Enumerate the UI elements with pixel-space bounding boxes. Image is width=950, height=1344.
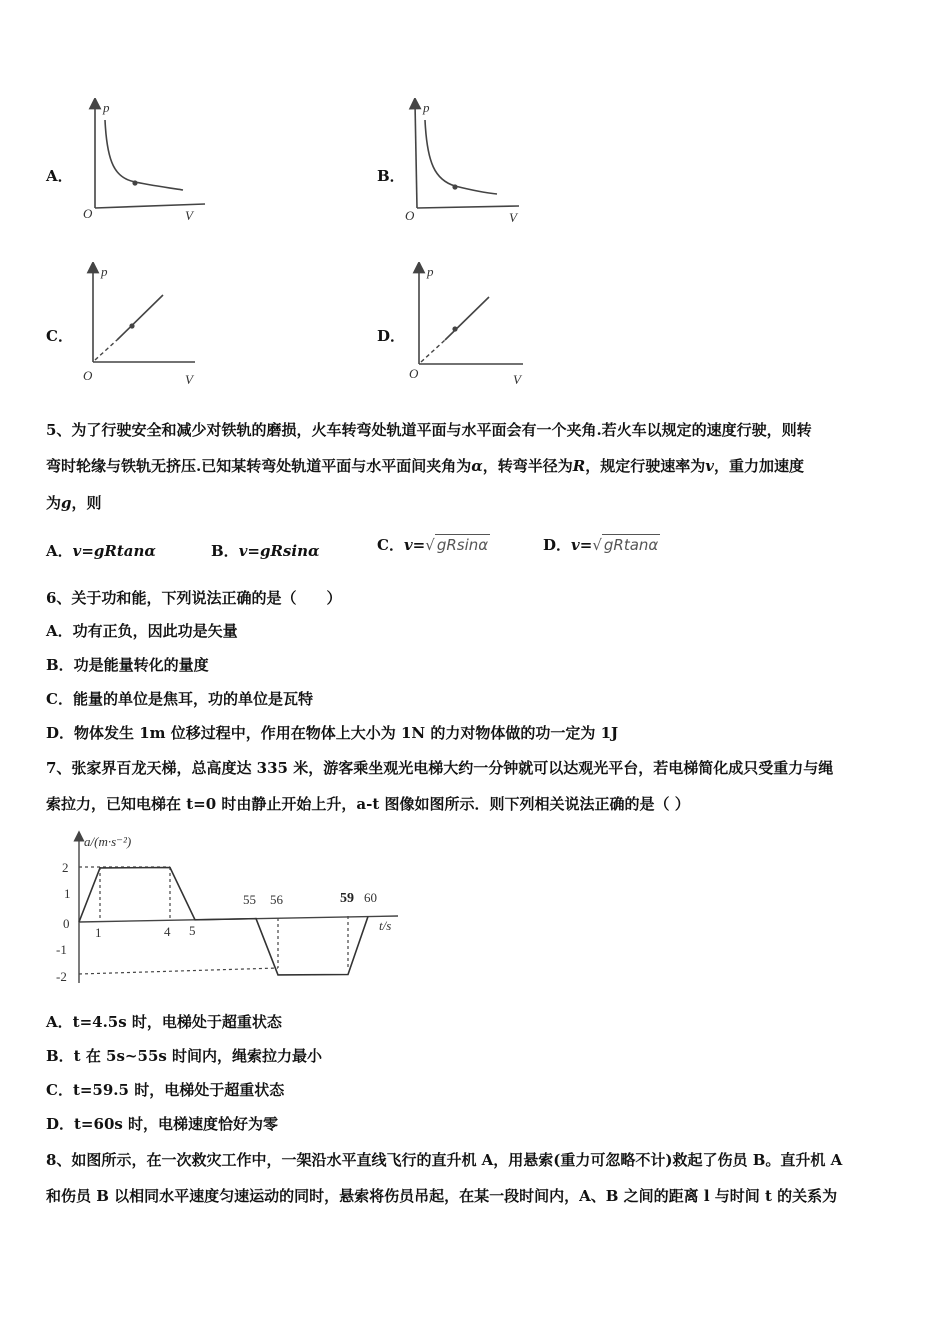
option-prefix: v=	[571, 536, 593, 554]
origin-label: O	[83, 206, 93, 221]
q5-alpha: α	[471, 457, 483, 475]
q6-stem: 6、关于功和能，下列说法正确的是（ ）	[46, 589, 342, 607]
q7-option-b: B．t 在 5s~55s 时间内，绳索拉力最小	[46, 1047, 323, 1065]
q6-option-b: B．功是能量转化的量度	[46, 656, 209, 674]
v-axis-label: V	[185, 372, 193, 387]
radicand: gRsinα	[436, 536, 489, 554]
q5-stem-line-3	[46, 493, 102, 513]
extrapolation-dashed	[421, 340, 445, 362]
sqrt-expression: √ gRtanα	[592, 536, 659, 554]
isotherm-curve	[105, 120, 183, 190]
q6-option-d: D．物体发生 1m 位移过程中，作用在物体上大小为 1N 的力对物体做的功一定为 1J	[46, 724, 619, 742]
x-tick: 1	[95, 925, 102, 940]
q7-stem-line-2: 索拉力，已知电梯在 t=0 时由静止开始上升，a-t 图像如图所示．则下列相关说法正确的是（ ）	[46, 795, 690, 813]
q7-option-a: A．t=4.5s 时，电梯处于超重状态	[46, 1013, 282, 1031]
p-axis-label: p	[103, 100, 110, 115]
q4-option-c-label: C．	[46, 327, 73, 345]
state-point	[452, 326, 457, 331]
x-tick: 60	[364, 890, 377, 905]
q7-at-chart	[46, 828, 416, 998]
q5-text: ，转弯半径为	[482, 457, 573, 475]
v-axis-label: V	[513, 372, 521, 387]
q5-speed: v	[705, 457, 714, 475]
p-axis-label: p	[427, 264, 434, 279]
p-axis-label: p	[101, 264, 108, 279]
x-axis	[417, 206, 519, 208]
x-axis-label: t/s	[379, 918, 392, 933]
sqrt-expression: √ gRsinα	[425, 536, 489, 554]
q5-text: ，则	[71, 494, 102, 512]
y-axis-label: a/(m·s⁻²)	[84, 834, 132, 849]
option-label: C．	[377, 536, 404, 554]
y-tick: -1	[56, 942, 67, 957]
origin-label: O	[405, 208, 415, 223]
q4-graph-d	[397, 262, 537, 392]
q5-stem-line-2	[46, 456, 804, 476]
option-label: D．	[543, 536, 572, 554]
q4-option-a-label: A．	[46, 167, 73, 185]
origin-label: O	[409, 366, 419, 381]
isotherm-curve	[425, 120, 497, 194]
origin-label: O	[83, 368, 93, 383]
q7-stem-line-1: 7、张家界百龙天梯，总高度达 335 米，游客乘坐观光电梯大约一分钟就可以达观光平台，若电梯简化成只受重力与绳	[46, 759, 834, 777]
p-axis-label: p	[423, 100, 430, 115]
y-tick: 1	[64, 886, 71, 901]
q4-option-b-label: B．	[377, 167, 405, 185]
q5-option-a	[46, 541, 156, 561]
option-text: v=gRsinα	[238, 542, 320, 560]
q8-stem-line-1: 8、如图所示，在一次救灾工作中，一架沿水平直线飞行的直升机 A，用悬索(重力可忽略不计)救起了伤员 B。直升机 A	[46, 1151, 843, 1169]
q7-option-d: D．t=60s 时，电梯速度恰好为零	[46, 1115, 279, 1133]
option-label: A．	[46, 542, 73, 560]
y-tick: -2	[56, 969, 67, 984]
y-axis	[415, 103, 417, 208]
option-text: v=gRtanα	[72, 542, 156, 560]
q5-radius: R	[572, 457, 586, 475]
option-label: B．	[211, 542, 239, 560]
q4-graph-a	[75, 98, 215, 228]
q4-graph-c	[75, 262, 215, 392]
q5-text: 弯时轮缘与铁轨无挤压.已知某转弯处轨道平面与水平面间夹角为	[46, 457, 472, 475]
x-tick: 56	[270, 892, 283, 907]
x-tick: 4	[164, 924, 171, 939]
q5-option-b	[211, 541, 320, 561]
p-v-line	[117, 295, 163, 340]
q5-option-c	[377, 534, 490, 555]
state-point	[452, 184, 457, 189]
extrapolation-dashed	[95, 340, 117, 360]
q6-option-a: A．功有正负，因此功是矢量	[46, 622, 238, 640]
p-v-line	[445, 297, 489, 340]
q5-text: ，重力加速度	[714, 457, 805, 475]
x-tick: 55	[243, 892, 256, 907]
q5-text: ，规定行驶速率为	[585, 457, 706, 475]
q6-option-c: C．能量的单位是焦耳，功的单位是瓦特	[46, 690, 313, 708]
option-prefix: v=	[403, 536, 426, 554]
q4-graph-b	[397, 98, 537, 228]
q5-text: 为	[46, 494, 62, 512]
v-axis-label: V	[509, 210, 517, 225]
guide-a-neg2	[79, 968, 278, 974]
x-tick: 59	[340, 891, 354, 906]
y-tick: 0	[63, 916, 70, 931]
q5-option-d	[543, 534, 660, 555]
state-point	[132, 180, 137, 185]
q8-stem-line-2: 和伤员 B 以相同水平速度匀速运动的同时，悬索将伤员吊起，在某一段时间内，A、B 之间的距离 l 与时间 t 的关系为	[46, 1187, 838, 1205]
x-tick: 5	[189, 923, 196, 938]
q7-option-c: C．t=59.5 时，电梯处于超重状态	[46, 1081, 285, 1099]
y-tick: 2	[62, 860, 69, 875]
q5-stem-line-1: 5、为了行驶安全和减少对铁轨的磨损，火车转弯处轨道平面与水平面会有一个夹角.若火车以规定的速度行驶，则转	[46, 421, 812, 439]
state-point	[129, 323, 134, 328]
q5-gravity: g	[61, 494, 72, 512]
q4-option-d-label: D．	[377, 327, 406, 345]
radicand: gRtanα	[603, 536, 659, 554]
v-axis-label: V	[185, 208, 193, 223]
